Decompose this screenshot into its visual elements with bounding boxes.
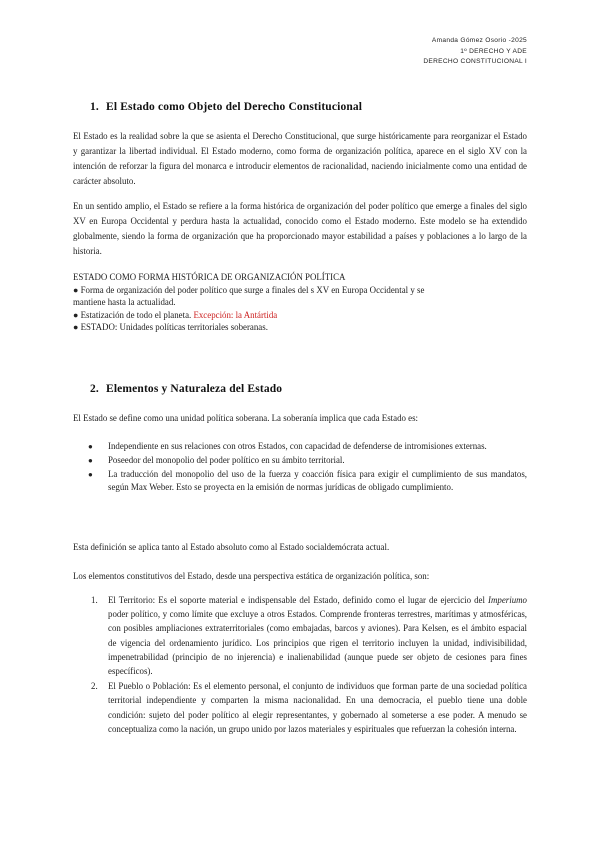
list-item xyxy=(73,593,527,678)
bullet-text: Independiente en sus relaciones con otros Estados, con capacidad de defenderse de intromisiones externas. xyxy=(108,441,487,451)
section-1-title: El Estado como Objeto del Derecho Constitucional xyxy=(106,101,363,113)
note-2-text: ● Estatización de todo el planeta. xyxy=(73,309,194,320)
list-item xyxy=(73,468,527,496)
notes-heading: ESTADO COMO FORMA HISTÓRICA DE ORGANIZACIÓN POLÍTICA xyxy=(73,272,346,282)
section-1-heading xyxy=(90,101,362,113)
territory-text-end: poder político, y como límite que excluye a otros Estados. Comprende fronteras terrestres, marítimas y atmosféricas, con posibles ampliaciones extraterritoriales (como embajadas, barcos y aviones). Para Kelsen, es el ámbito espacial de vigencia del ordenamiento jurídico. Los principios que rigen el territorio incluyen la unidad, indivisibilidad, impenetrabilidad (principio de no injerencia) e inalienabilidad (aunque puede ser objeto de cesiones para fines específicos). xyxy=(108,609,527,677)
page-header xyxy=(423,36,527,68)
bullet-text: Poseedor del monopolio del poder político en su ámbito territorial. xyxy=(108,454,345,465)
section-2-number: 2. xyxy=(90,383,99,395)
section-1-number: 1. xyxy=(90,101,99,113)
definition-note: Esta definición se aplica tanto al Estado absoluto como al Estado socialdemócrata actual. xyxy=(73,542,390,552)
note-1-line-1: ● Forma de organización del poder político que surge a finales del s XV en Europa Occidental y se xyxy=(73,284,425,295)
note-2 xyxy=(73,309,533,322)
imperium-term: Imperiumo xyxy=(488,595,527,605)
section-1-paragraph-1: El Estado es la realidad sobre la que se asienta el Derecho Constitucional, que surge históricamente para reorganizar el Estado y garantizar la libertad individual. El Estado moderno, como forma de organización política, aparece en el siglo XV con la intención de reforzar la figura del monarca e introducir elementos de racionalidad, naciendo inicialmente como una entidad de carácter absoluto. xyxy=(73,131,527,186)
sovereignty-bullet-list xyxy=(73,440,527,495)
course-line: 1º DERECHO Y ADE xyxy=(460,47,527,55)
elements-intro: Los elementos constitutivos del Estado, desde una perspectiva estática de organización política, son: xyxy=(73,571,430,581)
note-1-line-2: mantiene hasta la actualidad. xyxy=(73,297,176,307)
section-2-intro: El Estado se define como una unidad política soberana. La soberanía implica que cada Estado es: xyxy=(73,413,419,423)
bullet-icon: ● xyxy=(88,455,93,465)
section-2-title: Elementos y Naturaleza del Estado xyxy=(106,383,283,395)
territory-text-start: El Territorio: Es el soporte material e indispensable del Estado, definido como el lugar de ejercicio del xyxy=(108,595,489,605)
bullet-icon: ● xyxy=(88,469,93,479)
bullet-icon: ● xyxy=(88,442,93,451)
constitutive-elements-list xyxy=(73,593,527,737)
historical-form-notes xyxy=(73,271,533,334)
author-line: Amanda Gómez Osorio -2025 xyxy=(431,37,527,44)
population-text: El Pueblo o Población: Es el elemento personal, el conjunto de individuos que forman parte de una sociedad política territorial independiente y comparten la misma nacionalidad. En una democracia, el pueblo tiene una doble condición: sujeto del poder político al elegir representantes, y gobernado al someterse a ese poder. A menudo se conceptualiza como la nación, un grupo unido por lazos materiales y espirituales que refuerzan la cohesión interna. xyxy=(108,681,527,734)
antarctica-exception: Excepción: la Antártida xyxy=(193,309,278,320)
item-number: 2. xyxy=(91,681,98,692)
list-item xyxy=(73,440,527,454)
item-number: 1. xyxy=(91,595,98,605)
bullet-text: La traducción del monopolio del uso de la fuerza y coacción física para exigir el cumplimiento de sus mandatos, según Max Weber. Esto se proyecta en la emisión de normas jurídicas de obligado cumplimiento. xyxy=(108,468,527,493)
note-3: ● ESTADO: Unidades políticas territoriales soberanas. xyxy=(73,322,268,332)
section-2-heading xyxy=(90,383,282,395)
section-1-paragraph-2: En un sentido amplio, el Estado se refiere a la forma histórica de organización del poder político que emerge a finales del siglo XV en Europa Occidental y perdura hasta la actualidad, conocido como el Estado moderno. Este modelo se ha extendido globalmente, siendo la forma de organización que ha proporcionado mayor estabilidad a países y poblaciones a lo largo de la historia. xyxy=(73,201,527,256)
list-item xyxy=(73,679,527,736)
list-item xyxy=(73,454,527,468)
subject-line: DERECHO CONSTITUCIONAL I xyxy=(423,58,527,65)
